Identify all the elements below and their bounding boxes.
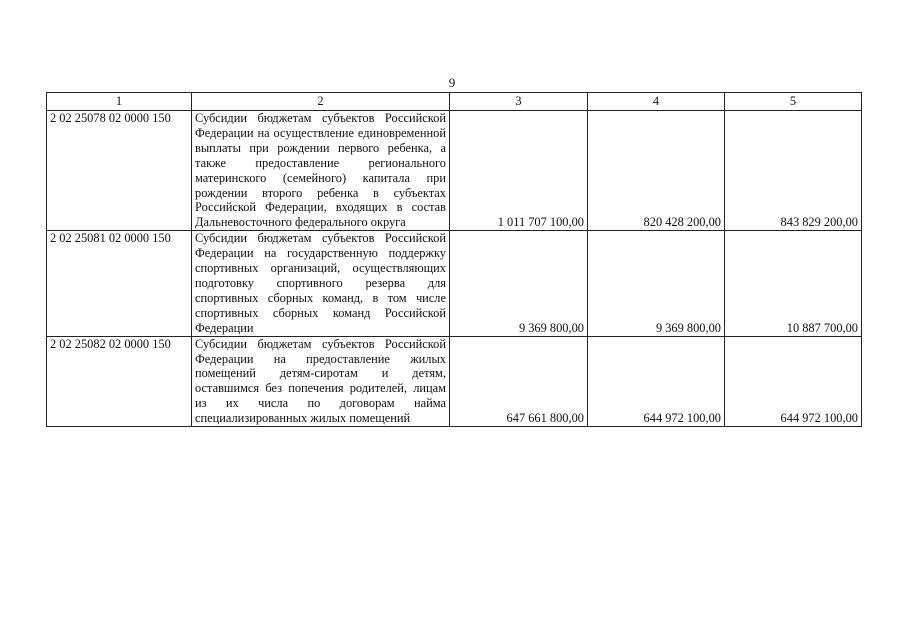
amount-col4: 820 428 200,00	[588, 111, 725, 231]
column-header: 3	[450, 93, 588, 111]
subsidy-description: Субсидии бюджетам субъектов Российской Федерации на осуществление единовременной выплаты при рождении первого ребенка, а также предоставление регионального материнского (семейного) капитала при рождении второго ребенка в субъектах Российской Федерации, входящих в состав Дальневосточного федерального округа	[192, 111, 450, 231]
column-header: 1	[47, 93, 192, 111]
table-header-row	[47, 93, 862, 111]
amount-col5: 10 887 700,00	[725, 231, 862, 336]
amount-col4: 644 972 100,00	[588, 336, 725, 426]
table-row	[47, 336, 862, 426]
column-header: 5	[725, 93, 862, 111]
subsidy-description: Субсидии бюджетам субъектов Российской Федерации на предоставление жилых помещений детям-сиротам и детям, оставшимся без попечения родителей, лицам из их числа по договорам найма специализированных жилых помещений	[192, 336, 450, 426]
amount-col5: 644 972 100,00	[725, 336, 862, 426]
amount-col4: 9 369 800,00	[588, 231, 725, 336]
column-header: 4	[588, 93, 725, 111]
page-number: 9	[448, 75, 456, 90]
budget-code: 2 02 25082 02 0000 150	[47, 336, 192, 426]
column-header: 2	[192, 93, 450, 111]
table-row	[47, 111, 862, 231]
amount-col3: 9 369 800,00	[450, 231, 588, 336]
budget-code: 2 02 25081 02 0000 150	[47, 231, 192, 336]
amount-col5: 843 829 200,00	[725, 111, 862, 231]
table-row	[47, 231, 862, 336]
subsidy-description: Субсидии бюджетам субъектов Российской Федерации на государственную поддержку спортивных организаций, осуществляющих подготовку спортивного резерва для спортивных сборных команд, в том числе спортивных сборных команд Российской Федерации	[192, 231, 450, 336]
amount-col3: 647 661 800,00	[450, 336, 588, 426]
budget-code: 2 02 25078 02 0000 150	[47, 111, 192, 231]
amount-col3: 1 011 707 100,00	[450, 111, 588, 231]
budget-table	[46, 92, 862, 427]
